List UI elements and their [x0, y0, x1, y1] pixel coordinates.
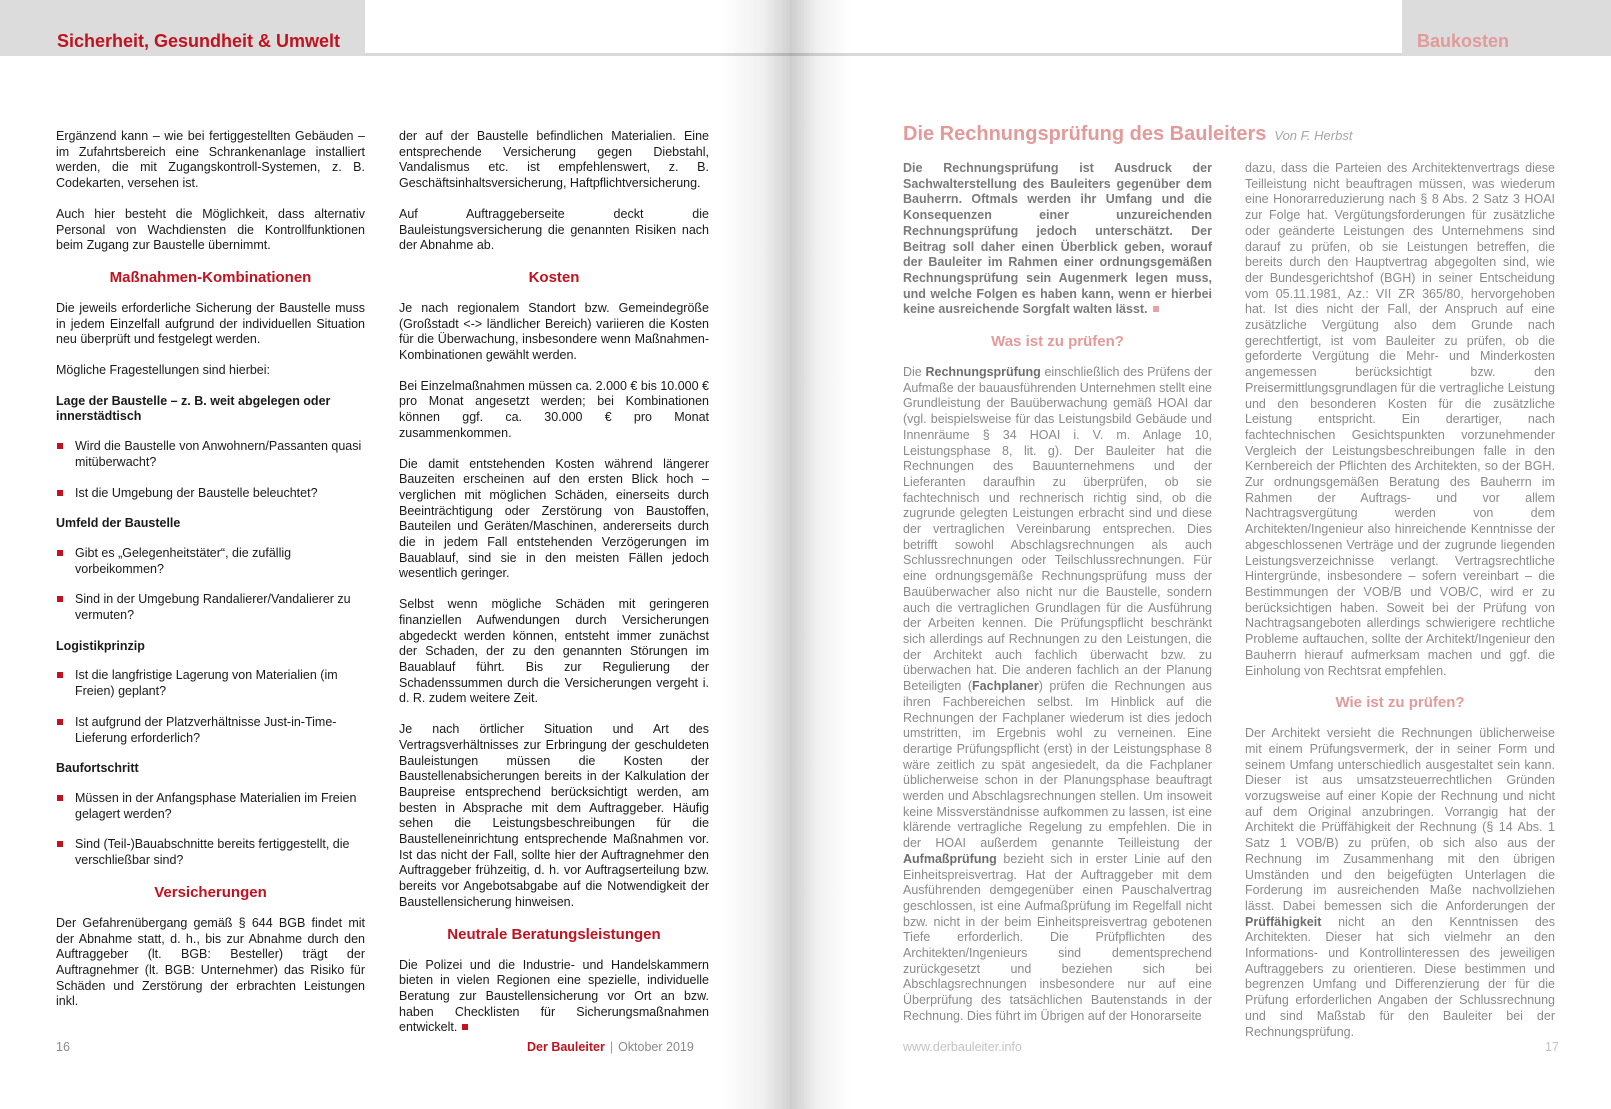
footer-magazine — [527, 1040, 694, 1054]
paragraph: Die Polizei und die Industrie- und Handelskammern bieten in vielen Regionen eine spezielle, individuelle Beratung zur Baustellensicherung vor Ort an bzw. haben Checklisten für Sicherungsmaßnahmen entwickelt. — [399, 957, 709, 1035]
left-page — [0, 0, 790, 1109]
list-item: Müssen in der Anfangsphase Materialien im Freien gelagert werden? — [56, 791, 365, 822]
paragraph: Selbst wenn mögliche Schäden mit geringeren finanziellen Aufwendungen durch Versicherungen abgedeckt werden können, entsteht immer zunächst der Schaden, der zu den genannten Störungen im Bauablauf führt. Bis zur Regulierung der Schadenssummen durch die Versicherungen vergeht i. d. R. zudem weitere Zeit. — [399, 597, 709, 706]
gutter-shadow — [790, 0, 850, 1109]
section-title: Sicherheit, Gesundheit & Umwelt — [57, 31, 341, 51]
page-number: 16 — [56, 1040, 70, 1054]
bullet-list — [56, 668, 365, 746]
paragraph: Der Gefahrenübergang gemäß § 644 BGB findet mit der Abnahme statt, d. h., bis zur Abnahme durch den Auftraggeber (lt. BGB: Besteller) trägt der Auftragnehmer (lt. BGB: Unternehmer) das Risiko für Schäden und Zerstörung der erbrachten Leistungen inkl. — [56, 915, 365, 1009]
paragraph: Ergänzend kann – wie bei fertiggestellten Gebäuden – im Zufahrtsbereich eine Schrankenanlage installiert werden, die mit Zugangskontroll-Systemen, z. B. Codekarten, versehen ist. — [56, 129, 365, 191]
subheading: Versicherungen — [154, 883, 267, 901]
bullet-icon — [57, 550, 63, 556]
paragraph: Die damit entstehenden Kosten während längerer Bauzeiten erscheinen auf den ersten Blick hoch – verglichen mit möglichen Schäden, einerseits durch Beeinträchtigung oder Zerstörung von Baustoffen, Bauteilen und Geräten/Maschinen, andererseits durch die in jedem Fall entstehenden Verzögerungen im Bauablauf, sind sie in den meisten Fällen jedoch wesentlich geringer. — [399, 456, 709, 581]
bullet-icon — [57, 596, 63, 602]
subheading: Maßnahmen-Kombinationen — [109, 268, 312, 286]
list-item: Sind (Teil-)Bauabschnitte bereits fertiggestellt, die verschließbar sind? — [56, 837, 365, 868]
subheading: Wie ist zu prüfen? — [1335, 694, 1465, 712]
list-heading: Lage der Baustelle – z. B. weit abgelegen oder innerstädtisch — [56, 393, 331, 424]
header-rule — [790, 53, 1402, 56]
left-column-2 — [399, 129, 709, 1051]
right-column-2 — [1245, 161, 1555, 1055]
list-item: Sind in der Umgebung Randalierer/Vandalierer zu vermuten? — [56, 592, 365, 623]
bullet-list — [56, 439, 365, 501]
paragraph: Mögliche Fragestellungen sind hierbei: — [56, 363, 271, 378]
list-heading: Baufortschritt — [56, 761, 139, 776]
bullet-icon — [57, 490, 63, 496]
end-mark-icon — [462, 1024, 468, 1030]
subheading: Was ist zu prüfen? — [991, 333, 1124, 351]
paragraph: Auf Auftraggeberseite deckt die Bauleistungsversicherung die genannten Risiken nach der Abnahme ab. — [399, 206, 709, 253]
list-item: Ist die Umgebung der Baustelle beleuchtet? — [56, 486, 365, 502]
paragraph: Die jeweils erforderliche Sicherung der Baustelle muss in jedem Einzelfall aufgrund der individuellen Situation neu überprüft und festgelegt werden. — [56, 300, 365, 347]
right-column-1 — [903, 161, 1212, 1040]
subheading: Kosten — [528, 268, 580, 286]
article-title-block — [903, 123, 1352, 146]
paragraph: Der Architekt versieht die Rechnungen üblicherweise mit einem Prüfungsvermerk, der in seiner Form und seinem Umfang unterschiedlich ausgestaltet sein kann. Dieser ist aus umsatzsteuerrechtlichen Gründen vorzugsweise auf einer Kopie der Rechnung und nicht auf dem Original anzubringen. Vorrangig hat der Architekt die Prüffähigkeit der Rechnung (§ 14 Abs. 1 Satz 1 VOB/B) zu prüfen, ob sich also aus der Rechnung im Zusammenhang mit den übrigen Umständen und den beigefügten Unterlagen die Forderung im ausreichenden Maße nachvollziehen lässt. Dabei bemessen sich die Anforderungen der Prüffähigkeit nicht an den Kenntnissen des Architekten. Dieser hat sich vielmehr an den Informations- und Kontrollinteressen des jeweiligen Auftraggebers zu orientieren. Diese bestimmen und begrenzen Umfang und Differenzierung der für die Prüfung erforderlichen Angaben der Schlussrechnung und sind Maßstab für den Bauleiter bei der Rechnungsprüfung. — [1245, 726, 1555, 1039]
left-column-1 — [56, 129, 365, 1025]
bullet-icon — [57, 719, 63, 725]
gutter-shadow — [720, 0, 790, 1109]
footer-url: www.derbauleiter.info — [903, 1040, 1022, 1054]
page-number: 17 — [1545, 1040, 1559, 1054]
list-heading: Umfeld der Baustelle — [56, 516, 181, 531]
section-title: Baukosten — [1417, 31, 1510, 51]
article-title: Die Rechnungsprüfung des Bauleiters — [903, 123, 1267, 145]
article-lead: Die Rechnungsprüfung ist Ausdruck der Sachwalterstellung des Bauleiters gegenüber dem Bauherrn. Oftmals werden ihr Umfang und die Konsequenzen einer unzureichenden Rechnungsprüfung jedoch unterschätzt. Der Beitrag soll daher einen Überblick geben, worauf der Bauleiter im Rahmen einer ordnungsgemäßen Rechnungsprüfung sein Augenmerk legen muss, und welche Folgen es haben kann, wenn er hierbei keine ausreichende Sorgfalt walten lässt. — [903, 161, 1212, 317]
article-author: Von F. Herbst — [1274, 128, 1353, 143]
paragraph: der auf der Baustelle befindlichen Materialien. Eine entsprechende Versicherung gegen Diebstahl, Vandalismus etc. ist empfehlenswert, z. B. Geschäftsinhaltsversicherung, Haftpflichtversicherung. — [399, 129, 709, 191]
magazine-name: Der Bauleiter — [527, 1040, 605, 1054]
paragraph: Die Rechnungsprüfung einschließlich des Prüfens der Aufmaße der bauausführenden Unternehmen stellt eine Grundleistung der Bauüberwachung gemäß HOAI dar (vgl. beispielsweise für das Leistungsbild Gebäude und Innenräume § 34 HOAI i. V. m. Anlage 10, Leistungsphase 8, lit. g). Der Bauleiter hat die Rechnungen des Bauunternehmens und der Lieferanten daraufhin zu überprüfen, ob sie fachtechnisch und rechnerisch richtig sind, ob die zugrunde gelegten Leistungen erbracht sind und diese der vertraglichen Vereinbarung entsprechen. Dies betrifft sowohl Abschlagsrechnungen als auch Schlussrechnungen oder Teilschlussrechnungen. Für eine ordnungsgemäße Rechnungsprüfung muss der Bauüberwacher also nicht nur die Baustelle, sondern auch die vertraglichen Grundlagen für die Ausführung der Arbeiten kennen. Die Prüfungspflicht beschränkt sich allerdings auf Rechnungen zu den Leistungen, die der Architekt auch fachlich überwacht bzw. zu überwachen hat. Die anderen fachlich an der Planung Beteiligten (Fachplaner) prüfen die Rechnungen aus ihren Fachbereichen selbst. Im Hinblick auf die Rechnungen der Fachplaner wiederum ist dies jedoch umstritten, im Ergebnis wohl zu verneinen. Eine derartige Prüfungspflicht (erst) in der Leistungsphase 8 wäre zeitlich zu spät angesiedelt, da die Fachplaner üblicherweise schon in der Planungsphase beauftragt werden und Abschlagsrechnungen stellen. Um insoweit keine Missverständnisse aufkommen zu lassen, ist eine klärende vertragliche Regelung zu empfehlen. Die in der HOAI außerdem genannte Teilleistung der Aufmaßprüfung bezieht sich in erster Linie auf den Einheitspreisvertrag. Hat der Auftraggeber mit dem Ausführenden demgegenüber einen Pauschalvertrag geschlossen, ist eine Aufmaßprüfung im Regelfall nicht bzw. nicht in der beim Einheitspreisvertrag gebotenen Tiefe erforderlich. Die Prüfpflichten des Architekten/Ingenieurs sind dementsprechend zurückgesetzt und beziehen sich bei Abschlagsrechnungen insbesondere nur auf eine Überprüfung des tatsächlichen Bautenstands in der Rechnung. Dies führt im Übrigen auf der Honorarseite — [903, 365, 1212, 1023]
paragraph: Auch hier besteht die Möglichkeit, dass alternativ Personal von Wachdiensten die Kontrollfunktionen beim Zugang zur Baustelle übernimmt. — [56, 206, 365, 253]
bullet-icon — [57, 795, 63, 801]
list-item: Wird die Baustelle von Anwohnern/Passanten quasi mitüberwacht? — [56, 439, 365, 470]
footer-separator: | — [609, 1040, 614, 1054]
paragraph: Bei Einzelmaßnahmen müssen ca. 2.000 € bis 10.000 € pro Monat angesetzt werden; bei Kombinationen können ggf. ca. 30.000 € pro Monat zusammenkommen. — [399, 378, 709, 440]
list-item: Gibt es „Gelegenheitstäter“, die zufällig vorbeikommen? — [56, 546, 365, 577]
list-item: Ist die langfristige Lagerung von Materialien (im Freien) geplant? — [56, 668, 365, 699]
bullet-icon — [57, 672, 63, 678]
end-mark-icon — [1153, 306, 1159, 312]
bullet-list — [56, 791, 365, 869]
paragraph: Je nach örtlicher Situation und Art des Vertragsverhältnisses zur Erbringung der geschuldeten Bauleistungen müssen die Kosten der Baustellenabsicherungen bereits in der Kalkulation der Baupreise entsprechend berücksichtigt werden, am besten in Absprache mit dem Auftraggeber. Häufig sehen die Leistungsbeschreibungen für die Baustelleneinrichtung entsprechende Maßnahmen vor. Ist das nicht der Fall, sollte hier der Auftragnehmer den Auftraggeber frühzeitig, d. h. vor Auftragserteilung bzw. bereits vor Angebotsabgabe auf die Notwendigkeit der Baustellensicherung hinweisen. — [399, 722, 709, 909]
paragraph: dazu, dass die Parteien des Architektenvertrags diese Teilleistung nicht beauftragen müssen, was wiederum eine Honorarreduzierung nach § 8 Abs. 2 Satz 3 HOAI zur Folge hat. Vergütungsforderungen für zusätzliche oder geänderte Leistungen des Unternehmens sind darauf zu prüfen, ob sie Leistungen betreffen, die bereits durch den Hauptvertrag abgegolten sind, wie der Bundesgerichtshof (BGH) in seiner Entscheidung vom 05.11.1981, Az.: VII ZR 365/80, hervorgehoben hat. Ist dies nicht der Fall, der Anspruch auf eine zusätzliche Vergütung also dem Grunde nach gerechtfertigt, ist vom Bauleiter zu prüfen, ob die geforderte Vergütung die Mehr- und Minderkosten angemessen berücksichtigt bzw. den Preisermittlungsgrundlagen für die vertragliche Leistung und den besonderen Kosten für die zusätzliche Leistung entspricht. Ein derartiger, nach fachtechnischen Gesichtspunkten vorzunehmender Vergleich der Leistungsbeschreibungen falle in den Kernbereich der Pflichten des Architekten, so der BGH. Zur ordnungsgemäßen Beratung des Bauherrn im Rahmen der Auftrags- und vor allem Nachtragsvergütung werden von dem Architekten/Ingenieur also hinreichende Kenntnisse der abgeschlossenen Verträge und der zugrunde liegenden Leistungsverzeichnisse verlangt. Vertragsrechtliche Hintergründe, insbesondere – sofern vereinbart – die Bestimmungen der VOB/B und VOB/C, wird er zu berücksichtigen haben. Soweit bei der Prüfung von Nachtragsangeboten allerdings schwierigere rechtliche Probleme auftauchen, sollte der Architekt/Ingenieur den Bauherrn hierauf aufmerksam machen und ggf. die Einholung von Rechtsrat empfehlen. — [1245, 161, 1555, 678]
bullet-icon — [57, 443, 63, 449]
paragraph: Je nach regionalem Standort bzw. Gemeindegröße (Großstadt <-> ländlicher Bereich) variieren die Kosten für die Überwachung, insbesondere wenn Maßnahmen-Kombinationen gewählt werden. — [399, 300, 709, 363]
issue-date: Oktober 2019 — [618, 1040, 694, 1054]
list-heading: Logistikprinzip — [56, 638, 145, 653]
bullet-icon — [57, 841, 63, 847]
subheading: Neutrale Beratungsleistungen — [447, 925, 661, 943]
list-item: Ist aufgrund der Platzverhältnisse Just-in-Time-Lieferung erforderlich? — [56, 715, 365, 746]
bullet-list — [56, 546, 365, 624]
